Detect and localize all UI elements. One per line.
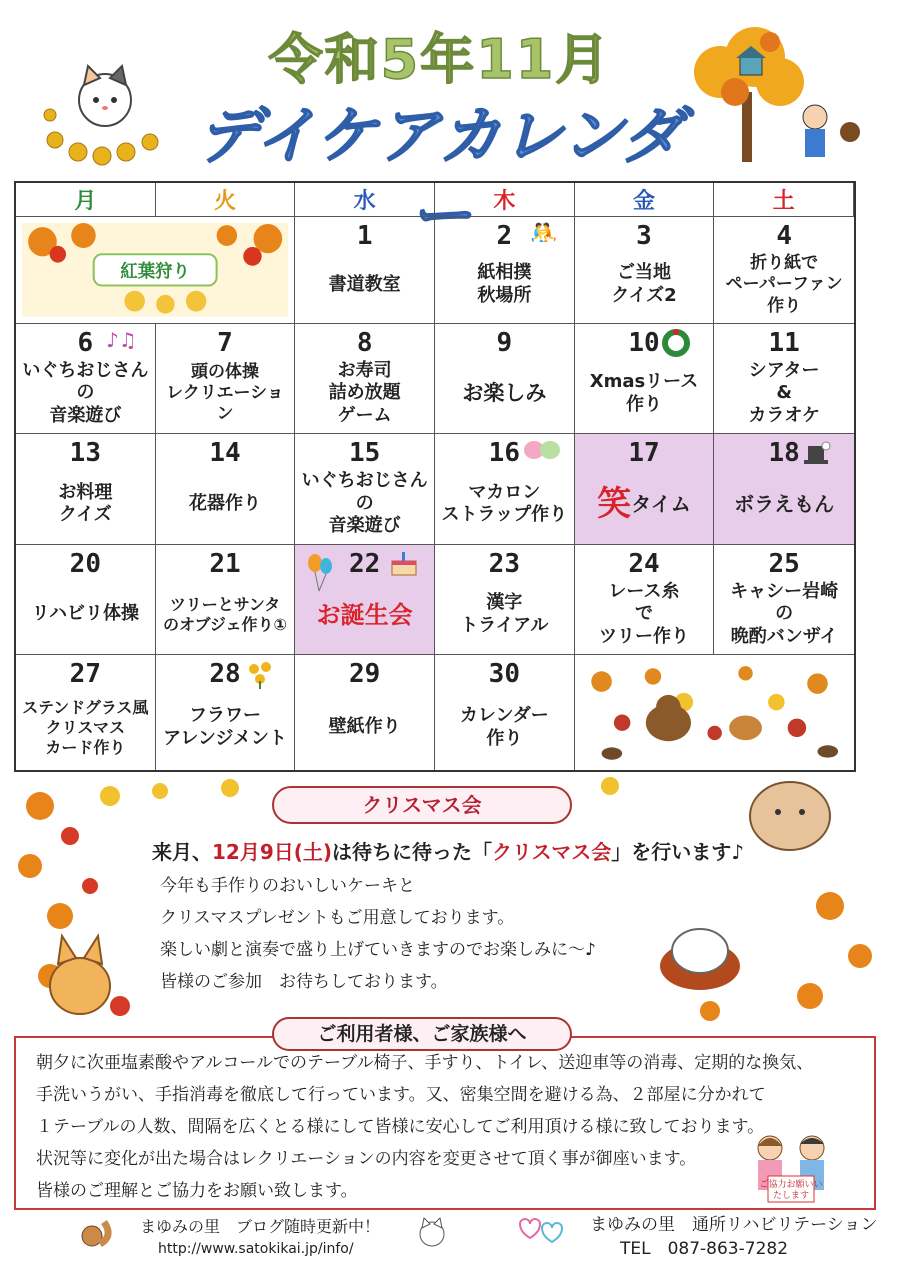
calendar-day-27: 27 ステンドグラス風 クリスマス カード作り — [16, 655, 156, 770]
calendar-day-2: 2 🤼 紙相撲 秋場所 — [435, 217, 575, 324]
blog-notice: まゆみの里 ブログ随時更新中！ — [140, 1217, 381, 1236]
weekday-header-fri: 金 — [575, 183, 715, 217]
weekday-header-tue: 火 — [156, 183, 296, 217]
calendar-day-11: 11 シアター & カラオケ — [714, 324, 854, 435]
calendar-event: マカロン ストラップ作り — [441, 481, 568, 525]
calendar-event: お料理 クイズ — [58, 481, 113, 525]
calendar-day-15: 15 いぐちおじさん の 音楽遊び — [295, 434, 435, 545]
calendar-event: 頭の体操 レクリエーション — [166, 361, 284, 425]
calendar-day-18: 18 ボラえもん — [714, 434, 854, 545]
notice-text-line: 状況等に変化が出た場合はレクリエーションの内容を変更させて頂く事が御座います。 — [36, 1149, 697, 1169]
flower-icon — [244, 659, 276, 693]
calendar-day-3: 3 ご当地 クイズ2 — [575, 217, 715, 324]
autumn-tree-illustration — [680, 22, 880, 172]
christmas-date: 12月9日(土) — [212, 840, 333, 864]
calendar-event: カレンダー 作り — [459, 705, 549, 749]
cooperation-sign: ご協力お願いいたします — [759, 1180, 823, 1201]
weekday-header-thu: 木 — [435, 183, 575, 217]
calendar-day-20: 20 リハビリ体操 — [16, 545, 156, 656]
christmas-text-line: 皆様のご参加 お待ちしております。 — [160, 972, 448, 992]
calendar-event: ご当地 クイズ2 — [611, 262, 677, 306]
calendar-event: シアター & カラオケ — [748, 359, 820, 426]
calendar-event: 紙相撲 秋場所 — [477, 262, 532, 306]
calendar-day-7: 7 頭の体操 レクリエーション — [156, 324, 296, 435]
calendar-day-10: 10 Xmasリース 作り — [575, 324, 715, 435]
calendar-day-21: 21 ツリーとサンタ のオブジェ作り① — [156, 545, 296, 656]
weekday-header-sat: 土 — [714, 183, 854, 217]
notice-text-line: 皆様のご理解とご協力をお願い致します。 — [36, 1181, 358, 1201]
christmas-text-line: 楽しい劇と演奏で盛り上げていきますのでお楽しみに～♪ — [160, 940, 596, 960]
calendar-event: お寿司 詰め放題 ゲーム — [328, 359, 401, 426]
calendar-event: キャシー岩崎 の 晩酌バンザイ — [730, 580, 839, 647]
notice-text-line: 朝夕に次亜塩素酸やアルコールでのテーブル椅子、手すり、トイレ、送迎車等の消毒、定期的な換気、 — [36, 1053, 814, 1073]
autumn-leaves-art — [16, 217, 295, 324]
calendar-day-22: 22 お誕生会 — [295, 545, 435, 656]
calendar-day-14: 14 花器作り — [156, 434, 296, 545]
calendar-event: 折り紙で ペーパーファン 作り — [725, 253, 843, 316]
christmas-event-name: クリスマス会 — [492, 840, 612, 864]
calendar-event: 壁紙作り — [328, 716, 401, 738]
website-url[interactable]: http://www.satokikai.jp/info/ — [158, 1241, 354, 1257]
calendar-day-6: 6 ♪♫ いぐちおじさん の 音楽遊び — [16, 324, 156, 435]
laugh-accent: 笑 — [597, 483, 632, 524]
calendar-event: お誕生会 — [316, 600, 413, 629]
calendar-day-4: 4 折り紙で ペーパーファン 作り — [714, 217, 854, 324]
balloons-icon — [305, 553, 335, 597]
notice-box — [14, 1036, 876, 1210]
wreath-icon — [661, 328, 691, 362]
calendar-day-17: 17 笑 タイム — [575, 434, 715, 545]
calendar-event: いぐちおじさん の 音楽遊び — [22, 359, 149, 426]
phone-number: TEL 087-863-7282 — [620, 1239, 789, 1259]
calendar-event: 漢字 トライアル — [460, 592, 549, 636]
calendar-event: フラワー アレンジメント — [163, 705, 287, 749]
momiji-label: 紅葉狩り — [120, 262, 190, 283]
sumo-icon: 🤼 — [530, 221, 558, 246]
notice-banner: ご利用者様、ご家族様へ — [272, 1017, 572, 1051]
macaron-icon — [522, 438, 562, 466]
christmas-banner: クリスマス会 — [272, 786, 572, 824]
calendar-event: 笑 タイム — [597, 483, 691, 524]
notice-text-line: １テーブルの人数、間隔を広くとる様にして皆様に安心してご利用頂ける様に致しております。 — [36, 1117, 765, 1137]
calendar-event: 花器作り — [188, 492, 261, 514]
calendar-event: ボラえもん — [734, 491, 835, 516]
cat-icon — [414, 1216, 450, 1252]
calendar-event: リハビリ体操 — [31, 603, 140, 625]
hearts-icon — [512, 1214, 572, 1248]
facility-name: まゆみの里 通所リハビリテーション — [590, 1215, 878, 1235]
calendar-event: レース糸 で ツリー作り — [598, 580, 689, 647]
calendar-day-28: 28 フラワー アレンジメント — [156, 655, 296, 770]
calendar-grid — [14, 181, 856, 772]
cat-illustration — [40, 60, 170, 170]
christmas-announcement: 来月、12月9日(土)は待ちに待った「クリスマス会」を行います♪ — [152, 840, 744, 864]
autumn-forest-animals-art — [575, 655, 854, 770]
christmas-text-line: 今年も手作りのおいしいケーキと — [160, 876, 415, 896]
calendar-event: ツリーとサンタ のオブジェ作り① — [162, 594, 288, 634]
calendar-event: 書道教室 — [328, 273, 401, 295]
birthday-cake-icon — [388, 549, 420, 581]
calendar-day-25: 25 キャシー岩崎 の 晩酌バンザイ — [714, 545, 854, 656]
calendar-day-30: 30 カレンダー 作り — [435, 655, 575, 770]
weekday-header-wed: 水 — [295, 183, 435, 217]
calendar-day-13: 13 お料理 クイズ — [16, 434, 156, 545]
calendar-event: いぐちおじさん の 音楽遊び — [301, 470, 428, 537]
calendar-day-1: 1 書道教室 — [295, 217, 435, 324]
calendar-day-23: 23 漢字 トライアル — [435, 545, 575, 656]
calendar-event: ステンドグラス風 クリスマス カード作り — [22, 697, 149, 757]
header-year-month: 令和5年11月 — [268, 28, 612, 91]
page-title: デイケアカレンダー — [197, 99, 683, 252]
calendar-day-29: 29 壁紙作り — [295, 655, 435, 770]
calendar-day-9: 9 お楽しみ — [435, 324, 575, 435]
calendar-day-16: 16 マカロン ストラップ作り — [435, 434, 575, 545]
magic-hat-icon — [800, 438, 834, 470]
calendar-day-8: 8 お寿司 詰め放題 ゲーム — [295, 324, 435, 435]
music-notes-icon: ♪♫ — [105, 327, 137, 352]
calendar-event: お楽しみ — [462, 381, 547, 406]
christmas-text-line: クリスマスプレゼントもご用意しております。 — [160, 908, 515, 928]
squirrel-icon — [78, 1216, 114, 1252]
notice-text-line: 手洗いうがい、手指消毒を徹底して行っています。又、密集空間を避ける為、２部屋に分かれて — [36, 1085, 766, 1105]
weekday-header-mon: 月 — [16, 183, 156, 217]
calendar-day-24: 24 レース糸 で ツリー作り — [575, 545, 715, 656]
calendar-event: Xmasリース 作り — [589, 371, 699, 415]
